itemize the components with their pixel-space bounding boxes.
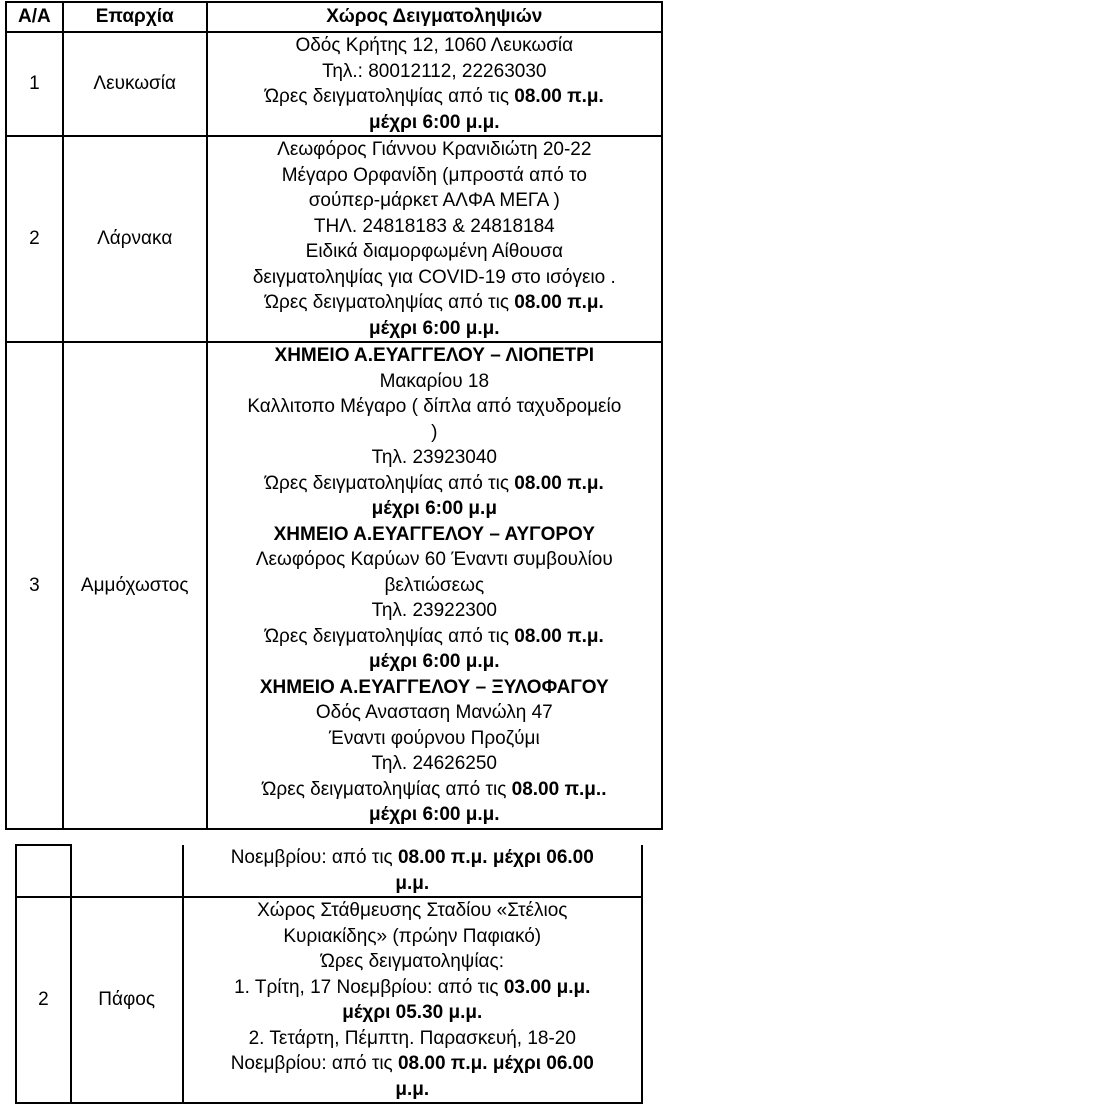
location-line — [208, 726, 661, 752]
line-text: Τηλ. 24626250 — [371, 753, 497, 774]
line-text: Ώρες δειγματοληψίας από τις — [264, 625, 515, 647]
line-text: Μακαρίου 18 — [379, 370, 490, 392]
line-text: Ώρες δειγματοληψίας από τις — [262, 778, 512, 800]
line-text: Ώρες δειγματοληψίας από τις — [264, 472, 515, 494]
row-location — [183, 897, 642, 1103]
location-line — [208, 471, 661, 497]
line-bold-text: μ.μ. — [395, 1078, 430, 1100]
location-line — [184, 1000, 641, 1026]
location-line — [184, 1026, 641, 1052]
line-text: Τηλ. 23922300 — [371, 600, 497, 621]
row-location — [207, 342, 662, 829]
location-line — [208, 598, 661, 624]
table-header-row — [6, 2, 662, 32]
location-line — [208, 573, 661, 599]
line-text: Λεωφόρος Καρύων 60 Έναντι συμβουλίου — [255, 549, 613, 570]
table-row — [6, 342, 662, 829]
line-text: Χώρος Στάθμευσης Σταδίου «Στέλιος — [257, 900, 568, 921]
row-location — [207, 136, 662, 342]
location-line — [184, 898, 641, 924]
location-line — [208, 802, 661, 828]
location-line — [208, 649, 661, 675]
line-bold-text: 08.00 π.μ. — [514, 472, 604, 494]
row-num: 2 — [16, 897, 71, 1103]
line-bold-text: μ.μ. — [395, 872, 430, 894]
line-bold-text: ΧΗΜΕΙΟ Α.ΕΥΑΓΓΕΛΟΥ – ΞΥΛΟΦΑΓΟΥ — [259, 676, 609, 698]
row-province: Πάφος — [71, 897, 183, 1103]
line-text: Οδός Κρήτης 12, 1060 Λευκωσία — [295, 35, 574, 56]
location-line — [208, 239, 661, 265]
line-text: Καλλιτοπο Μέγαρο ( δίπλα από ταχυδρομείο — [247, 396, 622, 417]
line-text: Κυριακίδης» (πρώην Παφιακό) — [283, 925, 542, 947]
line-bold-text: 08.00 π.μ.. — [511, 778, 607, 800]
location-line — [208, 290, 661, 316]
location-line — [184, 871, 641, 897]
line-bold-text: 03.00 μ.μ. — [503, 976, 591, 998]
location-line — [208, 777, 661, 803]
row-num: 2 — [6, 136, 63, 342]
line-text: Ώρες δειγματοληψίας από τις — [264, 292, 515, 313]
line-text: 1. Τρίτη, 17 Νοεμβρίου: από τις — [234, 976, 504, 998]
line-bold-text: 08.00 π.μ. — [514, 86, 604, 107]
row-num — [16, 845, 71, 897]
location-line — [208, 675, 661, 701]
location-line — [184, 1077, 641, 1103]
line-bold-text: ΧΗΜΕΙΟ Α.ΕΥΑΓΓΕΛΟΥ – ΛΙΟΠΕΤΡΙ — [274, 345, 595, 366]
location-line — [208, 751, 661, 777]
location-line — [208, 316, 661, 342]
location-line — [208, 496, 661, 522]
line-text: Ειδικά διαμορφωμένη Αίθουσα — [305, 241, 563, 262]
location-line — [208, 188, 661, 214]
location-line — [208, 445, 661, 471]
location-line — [184, 924, 641, 950]
line-text: Μέγαρο Ορφανίδη (μπροστά από το — [281, 164, 587, 186]
line-text: Ώρες δειγματοληψίας: — [320, 951, 504, 972]
header-num: Α/Α — [6, 2, 63, 32]
line-text: Έναντι φούρνου Προζύμι — [328, 727, 540, 749]
line-text: Τηλ.: 80012112, 22263030 — [322, 60, 547, 82]
line-bold-text: 08.00 π.μ. — [514, 625, 604, 647]
line-bold-text: 08.00 π.μ. — [514, 292, 604, 313]
location-line — [208, 700, 661, 726]
line-bold-text: μέχρι 6:00 μ.μ. — [369, 804, 500, 825]
line-text: ) — [431, 421, 438, 443]
line-text: Λεωφόρος Γιάννου Κρανιδιώτη 20-22 — [277, 139, 592, 160]
line-text: Τηλ. 23923040 — [371, 447, 497, 468]
row-province — [71, 845, 183, 897]
row-location — [207, 32, 662, 136]
location-line — [208, 84, 661, 110]
location-line — [184, 949, 641, 975]
line-bold-text: 08.00 π.μ. μέχρι 06.00 — [397, 847, 594, 868]
line-text: Νοεμβρίου: από τις — [230, 1053, 398, 1074]
pafos-table-fragment — [15, 844, 643, 1104]
location-line — [184, 1051, 641, 1077]
table-row — [6, 136, 662, 342]
row-province: Αμμόχωστος — [63, 342, 207, 829]
location-line — [208, 522, 661, 548]
line-bold-text: 08.00 π.μ. μέχρι 06.00 — [397, 1053, 594, 1074]
location-line — [184, 845, 641, 871]
header-province: Επαρχία — [63, 2, 207, 32]
line-bold-text: μέχρι 6:00 μ.μ. — [369, 651, 500, 672]
row-location — [183, 845, 642, 897]
location-line — [208, 110, 661, 136]
location-line — [208, 394, 661, 420]
location-line — [208, 547, 661, 573]
location-line — [208, 163, 661, 189]
row-province: Λάρνακα — [63, 136, 207, 342]
location-line — [208, 420, 661, 446]
location-line — [208, 33, 661, 59]
line-text: βελτιώσεως — [384, 574, 485, 596]
location-line — [208, 214, 661, 240]
row-num: 3 — [6, 342, 63, 829]
location-line — [208, 624, 661, 650]
line-text: Ώρες δειγματοληψίας από τις — [264, 86, 515, 107]
line-bold-text: μέχρι 6:00 μ.μ. — [369, 111, 500, 133]
table-row — [16, 897, 642, 1103]
line-text: 2. Τετάρτη, Πέμπτη. Παρασκευή, 18-20 — [248, 1027, 576, 1049]
line-text: σούπερ-μάρκετ ΑΛΦΑ ΜΕΓΑ ) — [308, 190, 560, 211]
location-line — [208, 265, 661, 291]
line-text: δειγματοληψίας για COVID-19 στο ισόγειο . — [252, 266, 616, 288]
line-bold-text: μέχρι 6:00 μ.μ — [371, 498, 497, 519]
line-text: ΤΗΛ. 24818183 & 24818184 — [313, 215, 555, 237]
table-row — [16, 845, 642, 897]
sampling-locations-table — [5, 1, 663, 830]
location-line — [208, 137, 661, 163]
table-row — [6, 32, 662, 136]
location-line — [208, 343, 661, 369]
line-bold-text: μέχρι 05.30 μ.μ. — [342, 1002, 483, 1023]
location-line — [208, 59, 661, 85]
location-line — [208, 369, 661, 395]
line-text: Νοεμβρίου: από τις — [230, 847, 398, 868]
row-province: Λευκωσία — [63, 32, 207, 136]
header-location: Χώρος Δειγματοληψιών — [207, 2, 662, 32]
row-num: 1 — [6, 32, 63, 136]
location-line — [184, 975, 641, 1001]
line-bold-text: μέχρι 6:00 μ.μ. — [369, 317, 500, 339]
line-text: Οδός Ανασταση Μανώλη 47 — [315, 702, 553, 723]
line-bold-text: ΧΗΜΕΙΟ Α.ΕΥΑΓΓΕΛΟΥ – ΑΥΓΟΡΟΥ — [273, 523, 595, 545]
